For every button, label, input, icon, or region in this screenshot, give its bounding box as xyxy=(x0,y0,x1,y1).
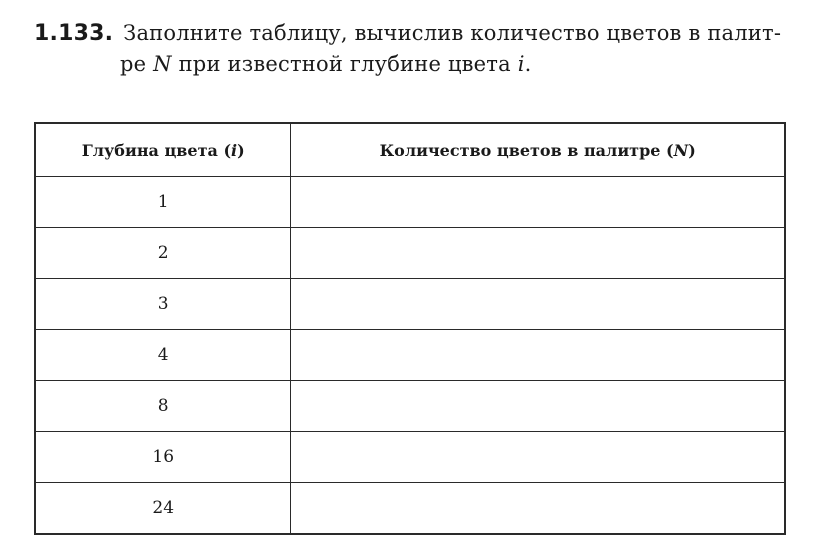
variable-n: N xyxy=(153,52,172,76)
task-line-1 xyxy=(34,18,804,49)
cell-color-depth: 1 xyxy=(35,177,291,228)
color-palette-table xyxy=(34,122,786,535)
table-row xyxy=(35,279,785,330)
task-statement xyxy=(34,18,804,79)
cell-palette-count[interactable] xyxy=(291,483,785,535)
table-body xyxy=(35,177,785,535)
table-header-row xyxy=(35,123,785,177)
cell-palette-count[interactable] xyxy=(291,381,785,432)
task-text-line-2-end: . xyxy=(524,52,532,76)
cell-palette-count[interactable] xyxy=(291,432,785,483)
task-line-2 xyxy=(34,49,804,79)
table-row xyxy=(35,432,785,483)
cell-palette-count[interactable] xyxy=(291,177,785,228)
variable-i: i xyxy=(517,52,525,76)
task-number: 1.133. xyxy=(34,21,114,46)
cell-color-depth: 8 xyxy=(35,381,291,432)
cell-color-depth: 16 xyxy=(35,432,291,483)
cell-color-depth: 2 xyxy=(35,228,291,279)
table-row xyxy=(35,381,785,432)
cell-color-depth: 4 xyxy=(35,330,291,381)
cell-palette-count[interactable] xyxy=(291,330,785,381)
cell-palette-count[interactable] xyxy=(291,279,785,330)
table-row xyxy=(35,330,785,381)
table-row xyxy=(35,177,785,228)
header-palette-count: Количество цветов в палитре (N) xyxy=(291,123,785,177)
cell-color-depth: 3 xyxy=(35,279,291,330)
table-row xyxy=(35,483,785,535)
task-text-line-1: Заполните таблицу, вычислив количество цветов в палит- xyxy=(123,21,782,45)
task-text-line-2-middle: при известной глубине цвета xyxy=(171,52,518,76)
header-color-depth: Глубина цвета (i) xyxy=(35,123,291,177)
task-text-line-2-prefix: ре xyxy=(120,52,154,76)
table-row xyxy=(35,228,785,279)
cell-color-depth: 24 xyxy=(35,483,291,535)
cell-palette-count[interactable] xyxy=(291,228,785,279)
